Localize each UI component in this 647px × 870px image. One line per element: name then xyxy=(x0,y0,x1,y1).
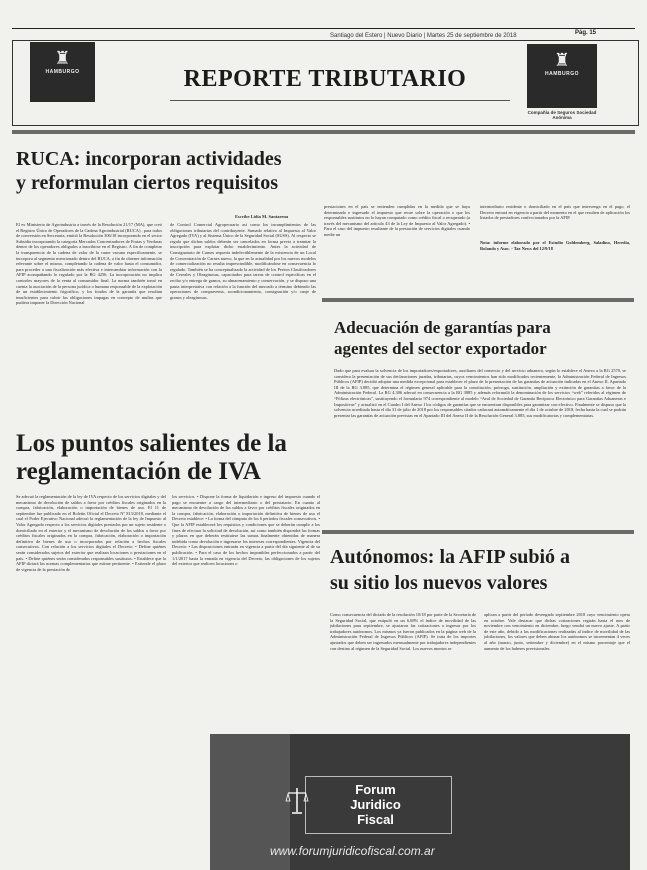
iva-title-line2: reglamentación de IVA xyxy=(16,458,261,485)
section-bar-garantias xyxy=(322,298,634,302)
ruca-col1: El ex Ministerio de Agroindustria a través de la Resolución 21/17 (MA), que creó el Registro Único de Operadores de la Cadena Agroindustrial (RUCA) , para todos de conversión en Secretaría, emitió la Resolución 306/18 incorporando en el sector Subsidia incorporando la categoría Mercados Concentradores de Frutas y Verduras dentro de los operadores obligados a inscribirse en el Registro. A fin de completar la transparencia de la cadena de valor de la carne vacuna específicamente, se incorpora al segmento mencionado dentro del RUCA, a fin de obtener información relevante sobre el mismo, completando la cadena de valor hasta el consumidor, para proceder a una fiscalización más efectiva e intercambiar información con la AFIP acompañando lo regulado por la RG 4256. La incorporación no implica controles mayores de la venta al consumidor final. La norma también tomó en cuenta la asociación de la persona jurídica o humana responsable de la explotación de un establecimiento frigorífico, y los fondos de la garantía que resultan insuficientes para cubrir las obligaciones impagas en concepto de multas que pudiera imponer la Dirección Nacional xyxy=(16,222,162,306)
eagle-crest-icon: ♜ xyxy=(553,50,571,71)
logo-right: ♜ HAMBURGO xyxy=(527,44,597,108)
afip-col1: Como consecuencia del dictado de la resolución 10/18 por parte de la Secretaría de la Seguridad Social, que estipuló en un 6,68% el índice de movilidad de las jubilaciones para septiembre, se ajustaron las cotizaciones a ingresar por los trabajadores autónomos. Los mismos ya fueron publicados en la página web de la Administración Federal de Ingresos Públicos (AFIP). Se trata de los importes ajustados que deben ser ingresados mensualmente por trabajadores independientes con destino al régimen de la Seguridad Social. Los nuevos montos se xyxy=(330,612,476,651)
logo-left: ♜ HAMBURGO xyxy=(30,42,95,102)
ruca-col3: prestaciones en el país se entienden cumplidas en la medida que se haya determinado e ingresado el impuesto que recae sobre la operación o que los responsables sustitutos no lo hayan computado como crédito fiscal o recuperado (a través del mecanismo del artículo 43 de la Ley de Impuesto al Valor Agregado). • Para el caso del impuesto resultante de la prestación de servicios digitales cuando medie un xyxy=(324,204,470,237)
ruca-title-line2: y reformulan ciertos requisitos xyxy=(16,172,279,194)
afip-title-line1: Autónomos: la AFIP subió a xyxy=(330,546,571,568)
ad-title: Forum Juridico Fiscal xyxy=(350,782,401,827)
ruca-col4: intermediario residente o domiciliado en el país que intervenga en el pago, el Decreto entrará en vigencia a partir del momento en el que resulten de aplicación los listados de prestadores confeccionados por la AFIP. xyxy=(480,204,630,221)
ruca-title-line1: RUCA: incorporan actividades xyxy=(16,148,282,170)
ad-url: www.forumjuridicofiscal.com.ar xyxy=(270,844,435,858)
masthead-underline xyxy=(170,100,510,101)
logo-right-caption: Compañía de Seguros Sociedad Anónima xyxy=(527,110,597,120)
afip-col2: aplican a partir del período devengado septiembre 2018 cuyo vencimiento opera en octubre. Vale destacar que dichas cotizaciones regirán hasta el mes de noviembre con vencimiento en diciembre, luego vendrá un nuevo ajuste. A partir de este año, debido a las modificaciones realizadas al índice de movilidad de las jubilaciones, los valores que deben abonar los autónomos se incrementan 4 veces al año (marzo, junio, setiembre y diciembre) en el mismo porcentaje que el aumento de los haberes previsionales. xyxy=(484,612,630,651)
ruca-note: Nota: informe elaborado por el Estudio Goldemberg, Saladino, Heredia, Rolando y Asoc. - Tax News del 12/9/18 xyxy=(480,240,630,251)
iva-title-line1: Los puntos salientes de la xyxy=(16,430,287,457)
page-number: Pág. 15 xyxy=(575,30,597,36)
forum-juridico-fiscal-ad xyxy=(210,734,630,870)
afip-title-line2: su sitio los nuevos valores xyxy=(330,572,548,594)
section-bar-afip xyxy=(322,530,634,534)
dateline: Santiago del Estero | Nuevo Diario | Martes 25 de septiembre de 2018 xyxy=(330,33,517,39)
garantias-title-line1: Adecuación de garantías para xyxy=(334,318,551,337)
garantias-body: Dado que para evaluar la solvencia de los importadores/exportadores, auxiliares del comercio y del servicio aduanero, según lo establece el Anexo a la RG 2570, se considera la presentación de sus declaraciones juradas, tributarias, cuyos vencimientos han sido modificados recientemente, la Administración Federal de Ingresos Públicos (AFIP) decidió adoptar una medida excepcional para establecer el plazo de la presentación de las garantías de actuación indicadas en el Anexo II, Apartado III de la RG 3.885, que determina el régimen general aplicable para la constitución, prórroga, sustitución, ampliación y extinción de garantías a favor de la Administración Federal. La RG 4.306 adecuó en consecuencia a la RG 3885 y además reformuló la denominación de los servicios “web” referidos al régimen de “Pólizas electrónicas”, sustituyendo el formulario 974 correspondiente al modelo “Aval de Sociedad de Garantía Recíproca Electrónico para Garantías Aduaneras e Impositivas” y actualizó en el Cuadro I del Anexo I los códigos de garantías que se encuentran disponibles para garantizar con efectivo. Finalmente se dispuso que la solvencia acreditada hasta el día 31 de julio de 2018 por los responsables citados caducará automáticamente el día 1 de octubre de 2018, fecha hasta la cual se podrán presentar las garantías de actuación previstas en el Apartado III del Anexo II de la Resolución General 3.885, sus modificatorias y complementarias. xyxy=(334,368,626,418)
iva-col1: Se adecuó la reglamentación de la ley de IVA respecto de los servicios digitales y del mecanismo de devolución de saldos a favor por créditos fiscales originados en la compra, fabricación, elaboración o importación de bienes de uso. El 11 de septiembre fue publicado en el Boletín Oficial el Decreto Nº 813/2018, mediante el cual el Poder Ejecutivo Nacional adecuó la reglamentación de la ley de Impuesto al Valor Agregado respecto a los servicios digitales prestados por un sujeto residente o domiciliado en el exterior y el mecanismo de devolución de los saldos a favor por créditos fiscales originados en la compra, fabricación, elaboración o importación definitiva de bienes de uso o incorporados por relación a hechos fiscales consecutivos. Con relación a los servicios digitales el Decreto: • Define quiénes serán considerados sujetos del exterior que realizan locaciones o prestaciones en el país. • Define quiénes serán considerados responsables sustitutos. • Establece que la AFIP dictará las normas complementarias que estime pertinente. • Extiende el plazo de vigencia de la prestación de xyxy=(16,494,166,572)
masthead-title: REPORTE TRIBUTARIO xyxy=(183,66,467,92)
eagle-crest-icon: ♜ xyxy=(54,48,71,69)
section-bar xyxy=(12,130,635,134)
ruca-byline: Escribe Lidia M. Santarena xyxy=(235,214,289,219)
ruca-col2: de Control Comercial Agropecuario así como los incumplimientos de las obligaciones tributarias del contribuyente. Sumado relativo al Impuesto al Valor Agregado (IVA) y al Sistema Único de la Seguridad Social (SUSS). Al respecto se regula que dichas saldos deberán ser cancelados en forma previa a tramitar la inscripción para explotar dicho establecimiento. Antes la actividad de Consignatario de Carnes requería indefectiblemente de la existencia de un Local de Concentración de Carnes nuevo, la que en la actualidad por los nuevos modelos de comercialización no resulta imprescindible, modificándose en consecuencia lo regulado. También se ha conceptualizado la actividad de los Peritos Clasificadores de Cereales y Oleaginosas, capacitados para tareas de control específicas en el recibo y/o entrega de granos, su almacenamiento y conservación, y se dispuso una pauta interpretativa con relación a la función del mercado a término debiendo las operaciones de compraventa, acondicionamiento, consignación y/o canje de granos y oleaginosas. xyxy=(170,222,316,300)
garantias-title-line2: agentes del sector exportador xyxy=(334,339,547,358)
top-rule xyxy=(12,28,635,29)
iva-col2: los servicios. • Dispone la forma de liquidación e ingreso del impuesto cuando el pago se encuentre a cargo del intermediario o del prestatario. En cuanto al mecanismo de devolución de los saldos a favor por créditos fiscales originados en la compra, fabricación, elaboración o importación definitiva de bienes de uso el Decreto establece: • La forma del cómputo de los 6 períodos fiscales consecutivos. • Que la AFIP establecerá los requisitos y condiciones que se deberán cumplir a los fines de efectuar la solicitud de devolución, así como también dispondrá las formas y plazos en que deberán restituirse las sumas finalmente obtenidas de manera indebida como devolución e ingresarse los intereses correspondientes. Vigencia del Decreto: • Las disposiciones entrarán en vigencia a partir del día siguiente al de su publicación. • Para el caso de los hechos imponibles perfeccionados a partir del 1/1/2017 hasta la entrada en vigencia del Decreto, las obligaciones de los sujetos del exterior que realicen locaciones o xyxy=(172,494,320,567)
scales-of-justice-icon xyxy=(285,786,309,816)
